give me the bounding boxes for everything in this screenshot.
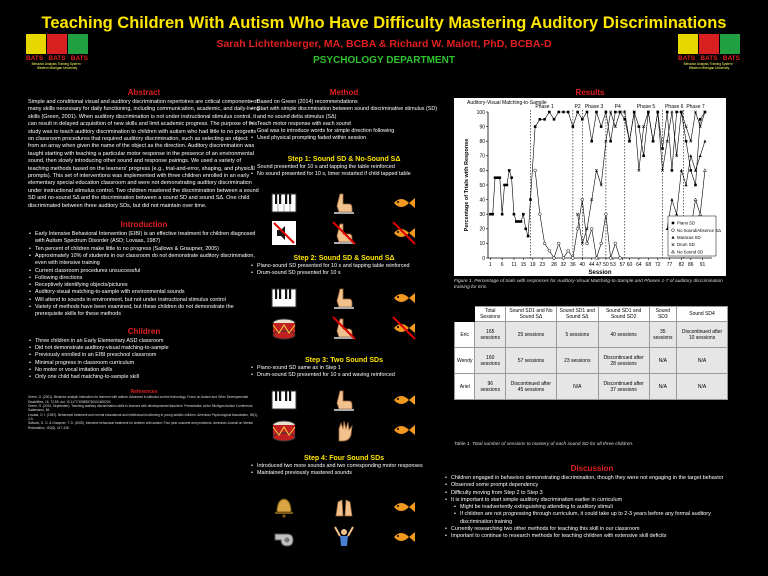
step-2-list xyxy=(250,263,438,278)
table-cell: Discontinued after 28 sessions xyxy=(598,348,649,374)
table-cell: Wendy xyxy=(455,348,475,374)
data-point xyxy=(491,213,494,216)
data-point xyxy=(689,154,692,157)
phase-label: Phase 1 xyxy=(535,104,554,110)
data-point xyxy=(576,227,579,230)
data-point xyxy=(522,213,525,216)
no-sound-icon xyxy=(271,220,297,246)
data-point xyxy=(498,176,501,179)
tapping-hand-icon xyxy=(331,285,357,311)
abstract-heading: Abstract xyxy=(127,88,161,97)
goldfish-cracker-icon xyxy=(391,315,417,341)
data-point xyxy=(614,111,617,114)
table-header-cell: Sound SD1 and Sound SD2 xyxy=(598,307,649,322)
data-point xyxy=(489,213,492,216)
table-cell: Discontinued after 45 sessions xyxy=(505,374,556,400)
data-point xyxy=(638,125,641,128)
step-1-stimuli xyxy=(254,188,434,248)
y-tick-label: 20 xyxy=(479,226,485,233)
goldfish-cracker-icon xyxy=(391,285,417,311)
data-point xyxy=(506,184,509,187)
table-cell: 25 sessions xyxy=(505,322,556,348)
list-item: • Ten percent of children make little to no progress (Sallows & Graupner, 2005) xyxy=(28,246,260,253)
bats-logo-right: BATS BATS BATS Behavior Analysis Training System · Western Michigan University xyxy=(678,34,740,76)
table-cell: 5 sessions xyxy=(556,322,598,348)
list-item: • Early Intensive Behavioral Intervention (EIBI) is an effective treatment for children diagnosed with Autism Spectrum Disorder (ASD; Lovaas, 1987) xyxy=(28,231,260,246)
waving-hand-icon xyxy=(331,417,357,443)
data-point xyxy=(520,220,523,223)
drum-icon xyxy=(271,315,297,341)
list-item: • It is important to start simple auditory discrimination earlier in curriculum xyxy=(444,497,740,504)
list-item: • Start with simple discrimination between sound discriminative stimulus (SD) and no sound delta stimulus (SΔ) xyxy=(250,106,438,121)
table-cell: N/A xyxy=(649,374,676,400)
phase-label: Phase 6 xyxy=(665,104,684,110)
data-point xyxy=(501,213,504,216)
list-item: • Did not demonstrate auditory-visual matching-to-sample xyxy=(28,345,260,352)
table-cell: 23 sessions xyxy=(556,348,598,374)
list-item: • No motor or vocal imitation skills xyxy=(28,367,260,374)
data-point xyxy=(680,169,683,172)
data-point xyxy=(571,257,574,260)
data-point xyxy=(562,257,565,260)
table-caption: Table 1. Total number of sessions to mastery of each sound SD for all three children. xyxy=(454,442,634,447)
tapping-hand-icon xyxy=(331,220,357,246)
x-tick-label: 44 xyxy=(588,262,595,268)
results-heading: Results xyxy=(575,88,605,97)
data-point xyxy=(619,257,622,260)
data-point xyxy=(604,213,607,216)
step-2-section xyxy=(250,255,438,278)
data-point xyxy=(538,213,541,216)
data-point xyxy=(581,118,584,121)
clapping-hands-icon xyxy=(331,494,357,520)
step-3-section xyxy=(250,357,438,380)
references-list xyxy=(28,395,260,429)
data-point xyxy=(534,125,537,128)
data-point xyxy=(586,111,589,114)
list-item: • Piano-sound SD presented for 10 s and tapping table reinforced xyxy=(250,263,438,270)
table-cell: N/A xyxy=(677,374,728,400)
data-point xyxy=(510,176,513,179)
table-header-cell: Sound SD3 xyxy=(649,307,676,322)
list-item: • Drum-sound SD presented for 10 s and waving reinforced xyxy=(250,372,438,379)
drum-icon xyxy=(271,417,297,443)
table-cell: N/A xyxy=(677,348,728,374)
list-item: • Drum-sound SD presented for 10 s xyxy=(250,270,438,277)
data-point xyxy=(685,183,688,186)
list-item: • Minimal progress in classroom curriculum xyxy=(28,360,260,367)
y-tick-label: 30 xyxy=(479,212,485,218)
step-1-list xyxy=(250,164,438,179)
data-point xyxy=(494,176,497,179)
list-item: • Three children in an Early Elementary ASD classroom xyxy=(28,338,260,345)
list-item: • Based on Green (2014) recommendations xyxy=(250,99,438,106)
list-item: • Receptively identifying objects/pictures xyxy=(28,282,260,289)
data-point xyxy=(600,242,603,245)
table-cell: Eric xyxy=(455,322,475,348)
x-tick-label: 11 xyxy=(511,262,517,268)
data-point xyxy=(605,111,608,114)
table-cell: N/A xyxy=(556,374,598,400)
children-heading: Children xyxy=(127,326,161,336)
table-row xyxy=(455,348,728,374)
x-tick-label: 19 xyxy=(530,262,536,268)
step-2-heading: Step 2: Sound SD & Sound SΔ xyxy=(293,255,395,262)
x-tick-label: 53 xyxy=(610,262,616,268)
data-point xyxy=(590,140,593,143)
data-point xyxy=(670,198,673,201)
data-point xyxy=(496,176,499,179)
list-item: • Difficulty moving from Step 2 to Step 3 xyxy=(444,490,740,497)
left-column xyxy=(28,88,260,430)
legend-marker xyxy=(672,229,675,232)
tapping-hand-icon xyxy=(331,315,357,341)
data-point xyxy=(689,169,692,172)
table-header-cell: Sound SD4 xyxy=(677,307,728,322)
arms-up-icon xyxy=(331,524,357,550)
table-row xyxy=(455,374,728,400)
reference-item: Green, G. (2001). Behavior analytic instruction for learners with autism: Advances in stimulus control technology. Focus on Autism and Other Developmental Disabilities, 16, 72-85. doi: 10.1177/108835760101600203. xyxy=(28,395,248,404)
y-tick-label: 60 xyxy=(479,168,485,175)
table-header-row xyxy=(455,307,728,322)
y-tick-label: 40 xyxy=(479,197,485,204)
line-chart xyxy=(454,98,726,276)
table-header-cell: Total Sessions xyxy=(475,307,505,322)
step-4-section xyxy=(250,455,438,478)
x-tick-label: 60 xyxy=(626,262,633,268)
x-tick-label: 50 xyxy=(603,262,609,268)
piano-keys-icon xyxy=(271,387,297,413)
x-tick-label: 36 xyxy=(570,262,576,268)
data-point xyxy=(567,249,570,252)
x-tick-label: 28 xyxy=(551,262,557,268)
discussion-heading: Discussion xyxy=(570,464,614,473)
table-cell: 96 sessions xyxy=(475,374,505,400)
y-tick-label: 0 xyxy=(482,255,485,262)
tapping-hand-icon xyxy=(331,387,357,413)
data-point xyxy=(675,111,678,114)
data-point xyxy=(694,184,697,187)
children-list xyxy=(28,338,260,382)
list-item: • Used physical prompting faded within session xyxy=(250,135,438,142)
data-point xyxy=(699,118,702,121)
data-point xyxy=(515,220,518,223)
data-point xyxy=(675,213,678,216)
poster-title: Teaching Children With Autism Who Have Difficulty Mastering Auditory Discriminations xyxy=(41,14,727,32)
data-point xyxy=(527,235,530,238)
data-point xyxy=(543,242,546,245)
discussion-list xyxy=(444,475,740,541)
step-4-list xyxy=(250,463,438,478)
table-row xyxy=(455,322,728,348)
piano-keys-icon xyxy=(271,285,297,311)
legend-label: No Sound/Absence SΔ xyxy=(677,227,721,233)
list-item: • Piano-sound SD same as in Step 1 xyxy=(250,365,438,372)
list-item: • Introduced two more sounds and two corresponding motor responses xyxy=(250,463,438,470)
data-point xyxy=(661,147,664,150)
data-point xyxy=(557,111,560,114)
goldfish-cracker-icon xyxy=(391,417,417,443)
data-point xyxy=(609,140,612,143)
data-point xyxy=(513,213,516,216)
step-4-stimuli xyxy=(254,492,434,552)
list-item: • Current classroom procedures unsuccessful xyxy=(28,268,260,275)
table-header-cell xyxy=(455,307,475,322)
data-point xyxy=(562,111,565,114)
data-point xyxy=(703,169,706,172)
list-item: • Teach motor response with each sound xyxy=(250,121,438,128)
abstract-text: Simple and conditional visual and auditory discrimination repertoires are critical components of many skills necessary for daily functioning, including communication, academic, and daily-living skills (Green, 2001). When auditory discrimination is not under instructional stimulus control, it can result in delayed acquisition of new skills and limit academic progress. The purpose of this study was to teach auditory discrimination to children with autism who had little to no progress on classroom procedures that required auditory discrimination, such as selecting an object from an array when given the name of the object as the direction. Auditory discrimination was taught starting with teaching a particular motor response in the presence of an environmental sound, then slowly introducing other sound and response pairings. We used a variety of teaching methods based on the learners' progress (e.g., trial-and-error, shaping, and physical prompts). This set of interventions was implemented with three children enrolled in an early elementary special education classroom and were not demonstrating auditory discrimination under instructional stimulus control. Two children mastered the discrimination between a sound SD and no-sound SΔ and the discrimination between a sound SD and sound SΔ. One child discriminated between three auditory SDs, but did not maintain over time. xyxy=(28,99,260,209)
step-3-heading: Step 3: Two Sound SDs xyxy=(304,357,384,364)
table-cell: N/A xyxy=(649,348,676,374)
data-point xyxy=(595,111,598,114)
list-item: • Previously enrolled in an EIBI preschool classroom xyxy=(28,352,260,359)
reference-item: Green, G. (2014, September). Teaching auditory discrimination skills to learners with developmental disorders. Presentation at the Michigan Autism Conference, Kalamazoo, MI. xyxy=(28,404,254,413)
legend-marker xyxy=(672,222,675,225)
goldfish-cracker-icon xyxy=(391,220,417,246)
data-point xyxy=(553,118,556,121)
list-item: • Only one child had matching-to-sample skill xyxy=(28,374,260,381)
data-point xyxy=(548,249,551,252)
legend-label: Drum SD xyxy=(677,242,695,248)
data-point xyxy=(572,125,575,128)
x-tick-label: 77 xyxy=(666,262,673,268)
list-item: • Currently researching two other methods for teaching this skill in our classroom xyxy=(444,526,740,533)
method-heading: Method xyxy=(329,88,359,97)
phase-label: P4 xyxy=(614,104,621,110)
y-tick-label: 80 xyxy=(479,139,485,145)
list-item: • No sound presented for 10 s, timer restarted if child tapped table xyxy=(250,171,438,178)
data-point xyxy=(666,111,669,114)
x-tick-label: 57 xyxy=(619,262,626,268)
y-tick-label: 90 xyxy=(479,124,485,131)
list-item: • Children engaged in behaviors demonstrating discrimination, though they were not engaging in the target behavior xyxy=(444,475,740,482)
phase-label: Auditory-Visual Matching-to-Sample xyxy=(467,100,547,106)
goldfish-cracker-icon xyxy=(391,524,417,550)
data-point xyxy=(595,257,598,260)
list-item: • If children are not progressing through curriculum, it could take up to 2-3 years before any formal auditory discrimination training xyxy=(444,511,740,526)
list-item: • Might be inadvertently extinguishing attending to auditory stimuli xyxy=(444,504,740,511)
x-axis-label: Session xyxy=(588,270,612,276)
introduction-list xyxy=(28,231,260,319)
data-point xyxy=(694,198,697,201)
list-item: • Important to continue to research methods for teaching children with extensive skill deficits xyxy=(444,533,740,540)
x-tick-label: 72 xyxy=(654,262,661,268)
x-tick-label: 68 xyxy=(645,262,652,268)
legend-label: No Sound SD xyxy=(677,249,704,255)
list-item: • Following directions xyxy=(28,275,260,282)
data-point xyxy=(609,257,612,260)
bats-logo-left: BATS BATS BATS Behavior Analysis Training System · Western Michigan University xyxy=(26,34,88,76)
introduction-heading: Introduction xyxy=(120,220,168,230)
table-cell: 160 sessions xyxy=(475,348,505,374)
x-tick-label: 64 xyxy=(636,262,642,268)
data-point xyxy=(567,111,570,114)
data-point xyxy=(548,111,551,114)
y-axis-label: Percentage of Trials with Response xyxy=(464,138,470,232)
legend-label: Maracas SD xyxy=(677,235,701,240)
list-item: • Approximately 10% of students in our classroom do not demonstrate auditory discrimination, even with intensive training xyxy=(28,253,260,268)
data-point xyxy=(671,169,674,172)
goldfish-cracker-icon xyxy=(391,387,417,413)
step-3-list xyxy=(250,365,438,380)
data-point xyxy=(600,125,603,128)
step-2-stimuli xyxy=(254,283,434,343)
list-item: • Variety of methods have been examined, but these children do not demonstrate the prerequisite skills for these methods xyxy=(28,304,260,319)
tapping-hand-icon xyxy=(331,190,357,216)
table-cell: Discontinued after 10 sessions xyxy=(677,322,728,348)
data-point xyxy=(699,213,702,216)
x-tick-label: 47 xyxy=(596,262,602,268)
x-tick-label: 86 xyxy=(687,262,694,268)
y-tick-label: 10 xyxy=(479,241,485,248)
table-header-cell: Sound SD1 and Sound SΔ xyxy=(556,307,598,322)
data-point xyxy=(543,118,546,121)
table-cell: 165 sessions xyxy=(475,322,505,348)
y-tick-label: 100 xyxy=(476,109,485,116)
x-tick-label: 91 xyxy=(699,262,706,268)
data-point xyxy=(576,111,579,114)
data-point xyxy=(508,169,511,172)
x-tick-label: 23 xyxy=(539,262,546,268)
list-item: • Goal was to introduce words for simple direction following xyxy=(250,128,438,135)
table-cell: Ariel xyxy=(455,374,475,400)
x-tick-label: 15 xyxy=(520,262,527,268)
data-point xyxy=(586,242,589,245)
table-header-cell: Sound SD1 and No Sound SΔ xyxy=(505,307,556,322)
poster-department: PSYCHOLOGY DEPARTMENT xyxy=(313,55,455,66)
data-point xyxy=(642,155,645,158)
whistle-icon xyxy=(271,524,297,550)
list-item: • Will attend to sounds in environment, but not under instructional stimulus control xyxy=(28,297,260,304)
y-tick-label: 70 xyxy=(479,153,485,160)
list-item: • Maintained previously mastered sounds xyxy=(250,470,438,477)
discussion-section xyxy=(444,464,740,541)
y-tick-label: 50 xyxy=(479,182,485,189)
results-table xyxy=(454,306,728,400)
data-point xyxy=(553,257,556,260)
step-4-heading: Step 4: Four Sound SDs xyxy=(303,455,385,462)
phase-label: Phase 5 xyxy=(636,104,656,110)
table-cell: 35 sessions xyxy=(649,322,676,348)
x-tick-label: 1 xyxy=(488,262,492,268)
step-3-stimuli xyxy=(254,385,434,445)
step-1-section xyxy=(250,156,438,179)
list-item: • Sound presented for 10 s and tapping the table reinforced xyxy=(250,164,438,171)
data-point xyxy=(529,198,532,201)
x-tick-label: 6 xyxy=(500,262,504,268)
references-heading: References xyxy=(130,389,158,396)
legend-label: Piano SD xyxy=(677,220,696,226)
data-point xyxy=(590,227,593,230)
data-point xyxy=(534,169,537,172)
table-cell: 57 sessions xyxy=(505,348,556,374)
x-tick-label: 82 xyxy=(678,262,685,268)
phase-label: Phase 7 xyxy=(686,104,705,110)
step-1-heading: Step 1: Sound SD & No-Sound SΔ xyxy=(287,156,401,163)
data-point xyxy=(557,242,560,245)
data-point xyxy=(614,242,617,245)
reference-item: Lovaas, O. I. (1987). Behavioral treatment and normal educational and intellectual functioning in young autistic children. American Psychological Association, 55(1), 3-9. xyxy=(28,412,259,421)
reference-item: Sallows, G. O. & Graupner, T. D. (2005). Intensive behavioral treatment for children with autism: Four year outcome and predictors. American Journal on Mental Retardation, 110(6), 417-438. xyxy=(28,421,253,430)
goldfish-cracker-icon xyxy=(391,494,417,520)
list-item: • Auditory-visual matching-to-sample with environmental sounds xyxy=(28,289,260,296)
data-point xyxy=(685,140,688,143)
results-chart xyxy=(454,98,726,276)
data-point xyxy=(517,220,520,223)
list-item: • Observed some prompt dependency xyxy=(444,482,740,489)
data-point xyxy=(524,228,527,231)
bell-icon xyxy=(271,494,297,520)
goldfish-cracker-icon xyxy=(391,190,417,216)
x-tick-label: 32 xyxy=(560,262,567,268)
table-cell: Discontinued after 37 sessions xyxy=(598,374,649,400)
phase-label: Phase 3 xyxy=(584,104,604,110)
poster-authors: Sarah Lichtenberger, MA, BCBA & Richard W. Malott, PhD, BCBA-D xyxy=(216,38,552,50)
phase-label: P2 xyxy=(574,104,581,110)
data-point xyxy=(699,154,702,157)
data-point xyxy=(703,140,706,143)
data-point xyxy=(581,198,584,201)
x-tick-label: 40 xyxy=(579,262,586,268)
data-point xyxy=(503,184,506,187)
data-point xyxy=(539,118,542,121)
figure-caption: Figure 1. Percentage of trials with responses for Auditory-Visual Matching-to-Sample and Phases 1-7 of auditory discrimination training for Eric. xyxy=(454,279,723,291)
table-cell: 40 sessions xyxy=(598,322,649,348)
piano-keys-icon xyxy=(271,190,297,216)
method-column xyxy=(250,88,438,143)
method-list xyxy=(250,99,438,143)
